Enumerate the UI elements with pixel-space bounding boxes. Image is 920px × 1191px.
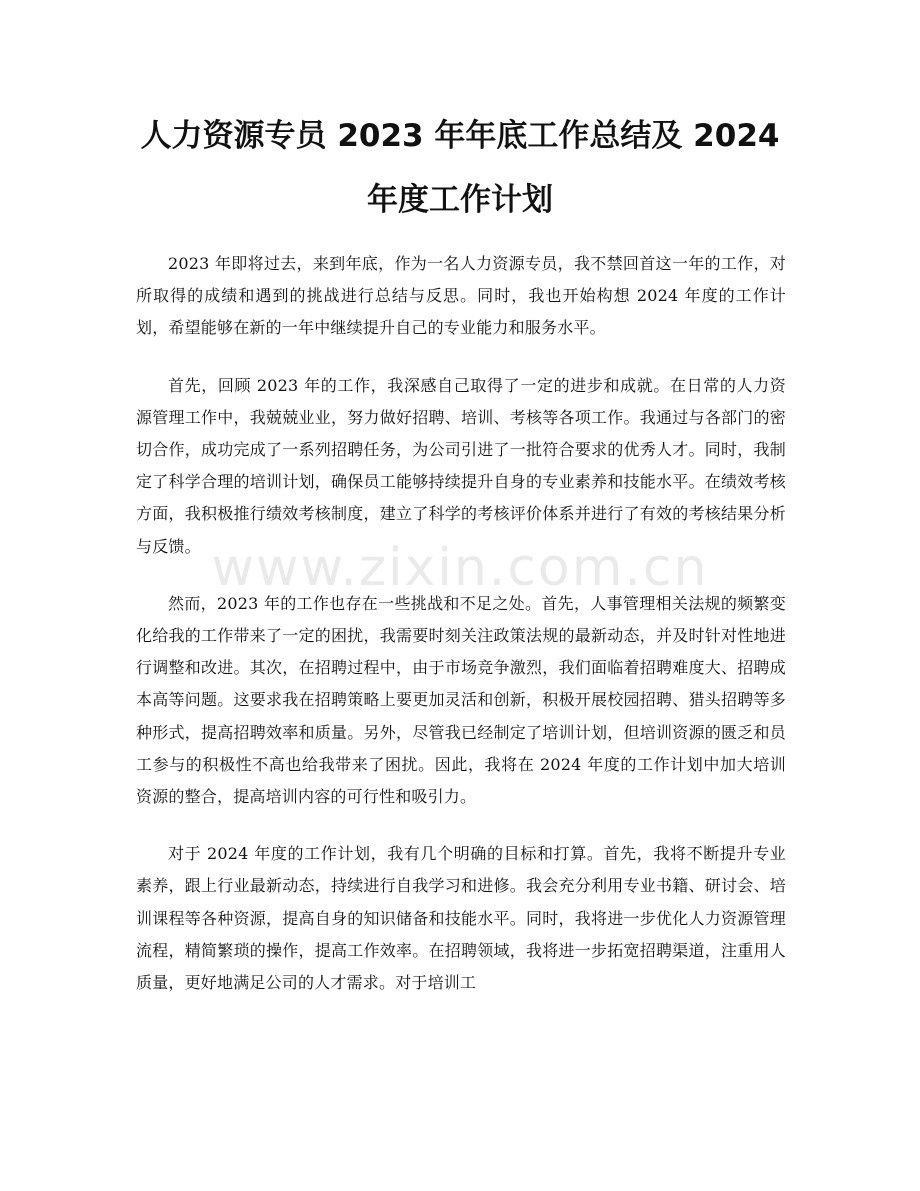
title-line-2: 年度工作计划	[367, 182, 553, 218]
paragraph-plan: 对于 2024 年度的工作计划，我有几个明确的目标和打算。首先，我将不断提升专业素养，跟上行业最新动态，持续进行自我学习和进修。我会充分利用专业书籍、研讨会、培训课程等各种资源，提高自身的知识储备和技能水平。同时，我将进一步优化人力资源管理流程，精简繁琐的操作，提高工作效率。在招聘领域，我将进一步拓宽招聘渠道，注重用人质量，更好地满足公司的人才需求。对于培训工	[136, 844, 786, 993]
document-body	[136, 248, 786, 1024]
paragraph-challenges: 然而，2023 年的工作也存在一些挑战和不足之处。首先，人事管理相关法规的频繁变化给我的工作带来了一定的困扰，我需要时刻关注政策法规的最新动态，并及时针对性地进行调整和改进。其次，在招聘过程中，由于市场竞争激烈，我们面临着招聘难度大、招聘成本高等问题。这要求我在招聘策略上要更加灵活和创新，积极开展校园招聘、猎头招聘等多种形式，提高招聘效率和质量。另外，尽管我已经制定了培训计划，但培训资源的匮乏和员工参与的积极性不高也给我带来了困扰。因此，我将在 2024 年度的工作计划中加大培训资源的整合，提高培训内容的可行性和吸引力。	[136, 593, 786, 807]
document-title	[120, 104, 800, 232]
title-line-1: 人力资源专员 2023 年年底工作总结及 2024	[140, 118, 780, 154]
paragraph-intro: 2023 年即将过去，来到年底，作为一名人力资源专员，我不禁回首这一年的工作，对所取得的成绩和遇到的挑战进行总结与反思。同时，我也开始构想 2024 年度的工作计划，希望能够在新的一年中继续提升自己的专业能力和服务水平。	[136, 254, 786, 338]
watermark: www.zixin.com.cn	[211, 538, 709, 598]
paragraph-review: 首先，回顾 2023 年的工作，我深感自己取得了一定的进步和成就。在日常的人力资源管理工作中，我兢兢业业，努力做好招聘、培训、考核等各项工作。我通过与各部门的密切合作，成功完成了一系列招聘任务，为公司引进了一批符合要求的优秀人才。同时，我制定了科学合理的培训计划，确保员工能够持续提升自身的专业素养和技能水平。在绩效考核方面，我积极推行绩效考核制度，建立了科学的考核评价体系并进行了有效的考核结果分析与反馈。	[136, 375, 786, 556]
